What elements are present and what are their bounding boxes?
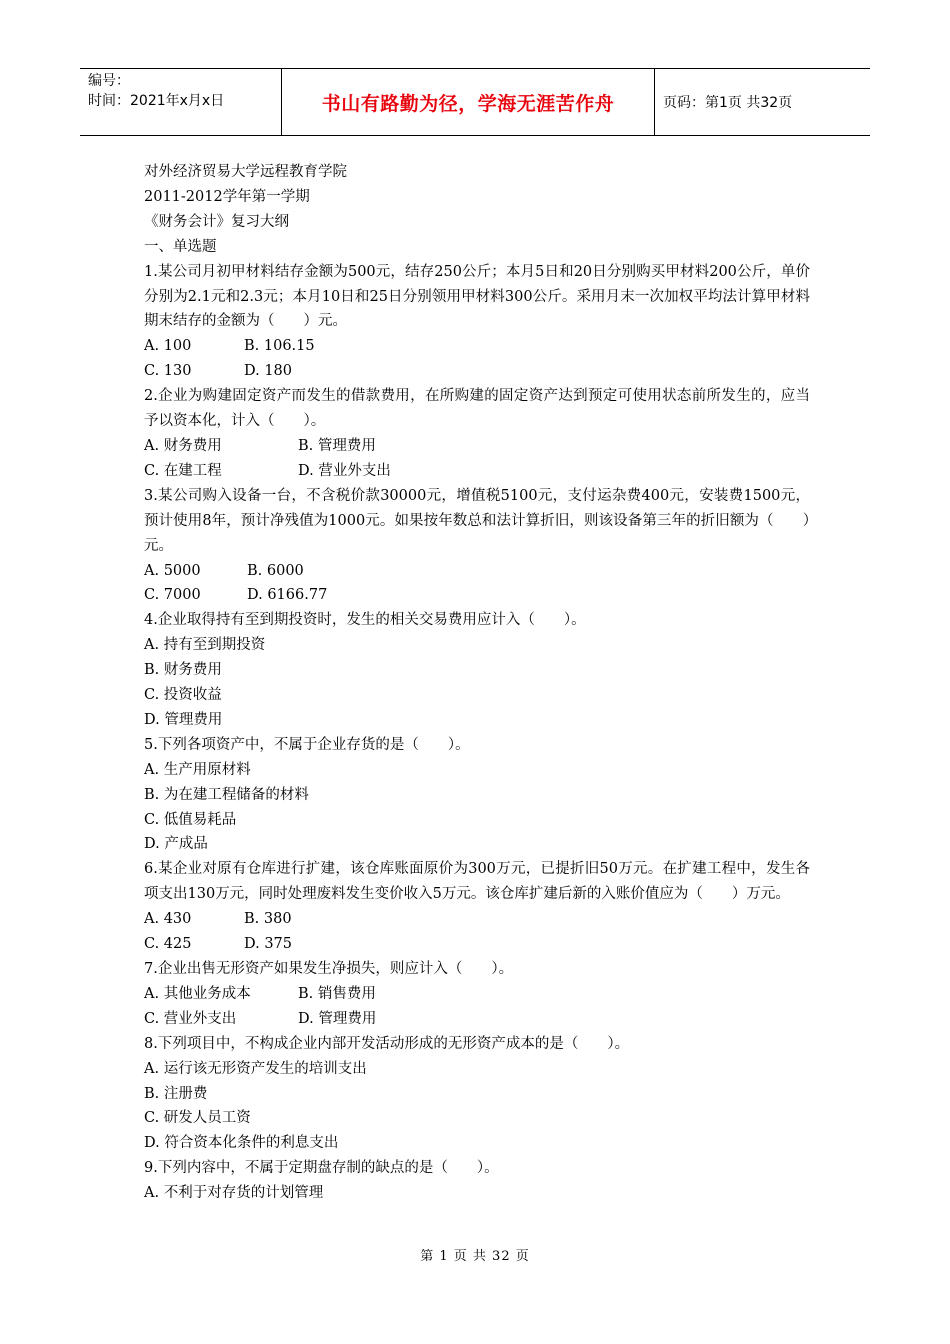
option: B. 106.15 <box>244 338 315 355</box>
institution-line: 对外经济贸易大学远程教育学院 <box>144 164 347 180</box>
question-9: 9.下列内容中，不属于定期盘存制的缺点的是（ ）。 <box>144 1160 499 1177</box>
header-meta <box>80 69 282 135</box>
option: B. 为在建工程储备的材料 <box>144 786 309 803</box>
option: A. 5000 <box>144 562 201 579</box>
question-3-options-row-1 <box>144 559 810 584</box>
option: D. 180 <box>244 363 293 380</box>
document-time-label: 时间：2021年x月x日 <box>88 93 225 109</box>
header-motto: 书山有路勤为径，学海无涯苦作舟 <box>321 92 615 115</box>
page-footer: 第 1 页 共 32 页 <box>420 1249 530 1264</box>
question-7-options-row-2 <box>144 1007 810 1032</box>
question-7: 7.企业出售无形资产如果发生净损失，则应计入（ ）。 <box>144 961 514 977</box>
question-1: 1.某公司月初甲材料结存金额为500元，结存250公斤；本月5日和20日分别购买甲材料200公斤，单价分别为2.1元和2.3元；本月10日和25日分别领用甲材料300公斤。采用月末一次加权平均法计算甲材料期末结存的金额为（ ）元。 <box>144 263 810 330</box>
option: D. 产成品 <box>144 836 208 853</box>
option: A. 财务费用 <box>144 437 222 454</box>
question-7-options-row-1 <box>144 982 810 1007</box>
option: C. 低值易耗品 <box>144 811 237 828</box>
term-line: 2011-2012学年第一学期 <box>144 188 310 205</box>
option: C. 在建工程 <box>144 462 222 479</box>
option: C. 营业外支出 <box>144 1010 237 1027</box>
option: D. 375 <box>244 936 293 953</box>
option: B. 6000 <box>247 562 304 579</box>
option: A. 持有至到期投资 <box>144 637 266 654</box>
option: B. 管理费用 <box>298 437 376 454</box>
question-2-options-row-1 <box>144 434 810 459</box>
question-2-options-row-2 <box>144 459 810 484</box>
question-6-options-row-2 <box>144 932 810 957</box>
section-heading: 一、单选题 <box>144 238 217 255</box>
option: A. 100 <box>144 338 192 355</box>
option: B. 380 <box>244 911 292 928</box>
option: D. 6166.77 <box>247 587 328 604</box>
option: A. 生产用原材料 <box>144 761 251 778</box>
option: D. 符合资本化条件的利息支出 <box>144 1135 339 1152</box>
document-header <box>80 68 870 136</box>
document-body <box>144 160 810 1206</box>
option: A. 其他业务成本 <box>144 985 251 1002</box>
option: C. 130 <box>144 363 192 380</box>
question-2: 2.企业为购建固定资产而发生的借款费用，在所购建的固定资产达到预定可使用状态前所发生的，应当予以资本化，计入（ ）。 <box>144 388 810 430</box>
option: D. 管理费用 <box>144 711 223 728</box>
option: A. 不利于对存货的计划管理 <box>144 1185 324 1202</box>
course-title: 《财务会计》复习大纲 <box>144 213 289 230</box>
option: B. 注册费 <box>144 1085 208 1102</box>
option: C. 425 <box>144 936 192 953</box>
question-1-options-row-2 <box>144 359 810 384</box>
document-number-label: 编号： <box>88 73 130 89</box>
question-6: 6.某企业对原有仓库进行扩建，该仓库账面原价为300万元，已提折旧50万元。在扩建工程中，发生各项支出130万元，同时处理废料发生变价收入5万元。该仓库扩建后新的入账价值应为（ ）万元。 <box>144 861 810 903</box>
question-8: 8.下列项目中，不构成企业内部开发活动形成的无形资产成本的是（ ）。 <box>144 1035 630 1052</box>
option: B. 销售费用 <box>298 985 376 1002</box>
question-1-options-row-1 <box>144 334 810 359</box>
option: D. 营业外支出 <box>298 462 391 479</box>
question-3-options-row-2 <box>144 583 810 608</box>
option: D. 管理费用 <box>298 1010 377 1027</box>
option: B. 财务费用 <box>144 662 222 679</box>
option: C. 研发人员工资 <box>144 1110 251 1127</box>
option: C. 7000 <box>144 587 201 604</box>
question-3: 3.某公司购入设备一台，不含税价款30000元，增值税5100元，支付运杂费400元，安装费1500元，预计使用8年，预计净残值为1000元。如果按年数总和法计算折旧，则该设备第三年的折旧额为（ ）元。 <box>144 487 810 554</box>
header-page-cell <box>655 69 870 135</box>
question-5: 5.下列各项资产中，不属于企业存货的是（ ）。 <box>144 736 470 753</box>
header-motto-cell <box>282 69 655 135</box>
question-6-options-row-1 <box>144 907 810 932</box>
header-page-info: 页码：第1页 共32页 <box>663 95 793 111</box>
question-4: 4.企业取得持有至到期投资时，发生的相关交易费用应计入（ ）。 <box>144 612 586 629</box>
option: C. 投资收益 <box>144 687 222 704</box>
option: A. 430 <box>144 911 192 928</box>
option: A. 运行该无形资产发生的培训支出 <box>144 1060 367 1077</box>
